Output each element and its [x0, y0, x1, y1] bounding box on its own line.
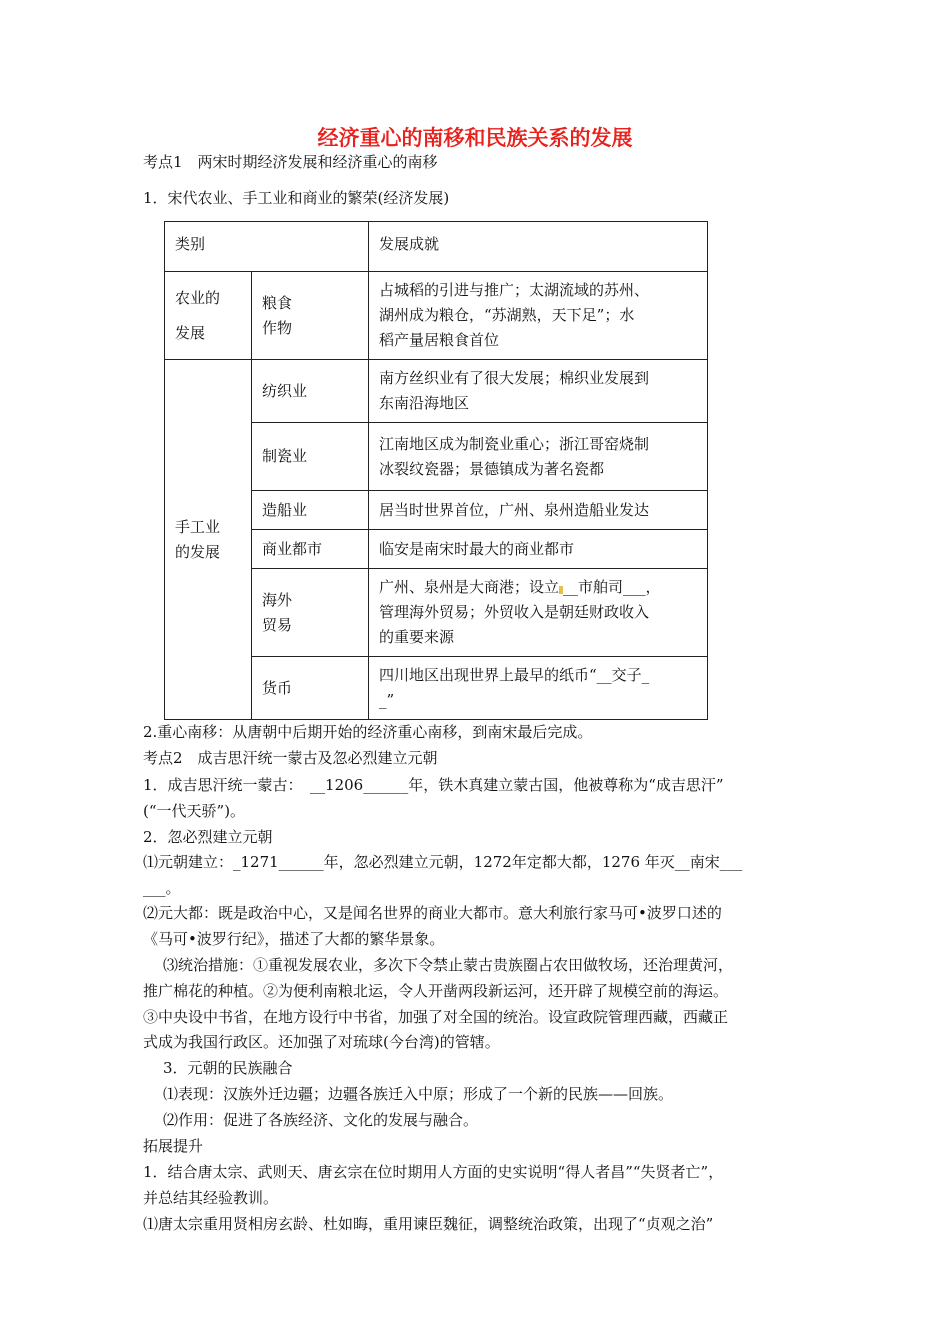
craft-desc-textile — [369, 360, 708, 423]
section1-heading: 考点1 两宋时期经济发展和经济重心的南移 — [143, 153, 438, 171]
section1-sub1: 1．宋代农业、手工业和商业的繁荣(经济发展) — [143, 189, 450, 207]
craft-desc-currency — [369, 657, 708, 720]
overseas-desc-line1a: 广州、泉州是大商港；设立 — [379, 578, 560, 596]
s2-p2c-line3: ③中央设中书省，在地方设行中书省，加强了对全国的统治。设宣政院管理西藏，西藏正 — [143, 1008, 729, 1026]
s2-p2c-line1: ⑶统治措施：①重视发展农业，多次下令禁止蒙古贵族圈占农田做牧场，还治理黄河， — [163, 956, 734, 974]
s2-p3a: ⑴表现：汉族外迁边疆；边疆各族迁入中原；形成了一个新的民族——回族。 — [163, 1085, 674, 1103]
agri-item-line2: 作物 — [262, 318, 293, 337]
table-header-row — [165, 222, 708, 272]
s2-p2: 2．忽必烈建立元朝 — [143, 828, 273, 846]
section3-heading: 拓展提升 — [143, 1137, 204, 1155]
agri-item-cell — [252, 272, 369, 360]
craft-item-shipbuilding: 造船业 — [252, 491, 369, 530]
table-row — [165, 272, 708, 360]
craft-item-textile: 纺织业 — [252, 360, 369, 423]
craft-desc-commerce: 临安是南宋时最大的商业都市 — [369, 530, 708, 569]
agri-desc-line1: 占城稻的引进与推广；太湖流域的苏州、 — [379, 281, 650, 299]
craft-item-porcelain: 制瓷业 — [252, 423, 369, 491]
porcelain-desc-line2: 冰裂纹瓷器；景德镇成为著名瓷都 — [379, 459, 605, 478]
craft-item-overseas — [252, 569, 369, 657]
craft-desc-overseas — [369, 569, 708, 657]
textile-desc-line1: 南方丝织业有了很大发展；棉织业发展到 — [379, 369, 650, 387]
porcelain-desc-line1: 江南地区成为制瓷业重心；浙江哥窑烧制 — [379, 434, 650, 453]
s3-q1-line2: 并总结其经验教训。 — [143, 1189, 279, 1207]
agri-item-line1: 粮食 — [262, 293, 293, 312]
s2-p2b-line1: ⑵元大都：既是政治中心，又是闻名世界的商业大都市。意大利旅行家马可•波罗口述的 — [143, 904, 722, 922]
craft-desc-shipbuilding: 居当时世界首位，广州、泉州造船业发达 — [369, 491, 708, 530]
agri-desc-line2: 湖州成为粮仓，“苏湖熟，天下足”；水 — [379, 306, 635, 324]
s2-p1-line1: 1．成吉思汗统一蒙古： __1206______年，铁木真建立蒙古国，他被尊称为“成吉思汗” — [143, 776, 724, 794]
header-category: 类别 — [165, 222, 369, 272]
development-table — [164, 221, 708, 720]
table-row — [165, 360, 708, 423]
overseas-item-line2: 贸易 — [262, 615, 293, 634]
craft-desc-porcelain — [369, 423, 708, 491]
page-title: 经济重心的南移和民族关系的发展 — [317, 126, 633, 150]
s2-p2a-line2: ___。 — [143, 879, 181, 897]
overseas-item-line1: 海外 — [262, 590, 293, 609]
s2-p2b-line2: 《马可•波罗行纪》，描述了大都的繁华景象。 — [143, 930, 445, 948]
s2-p3: 3．元朝的民族融合 — [163, 1059, 293, 1077]
s2-p1-line2: (“一代天骄”)。 — [143, 802, 246, 820]
overseas-desc-line1b: __市舶司___， — [563, 578, 661, 596]
textile-desc-line2: 东南沿海地区 — [379, 394, 470, 412]
currency-desc-line1: 四川地区出现世界上最早的纸币“__交子_ — [379, 666, 650, 684]
s2-p2a-line1: ⑴元朝建立：_1271______年，忽必烈建立元朝，1272年定都大都，1276 年灭__南宋___ — [143, 853, 743, 871]
section2-heading: 考点2 成吉思汗统一蒙古及忽必烈建立元朝 — [143, 749, 438, 767]
currency-desc-line2: _” — [379, 691, 395, 709]
agri-desc-line3: 稻产量居粮食首位 — [379, 331, 500, 349]
craft-item-commerce: 商业都市 — [252, 530, 369, 569]
overseas-desc-line3: 的重要来源 — [379, 628, 455, 646]
craft-cat-line2: 的发展 — [175, 542, 221, 561]
agri-cat-line2: 发展 — [175, 323, 206, 342]
agri-desc-cell — [369, 272, 708, 360]
craft-cat-line1: 手工业 — [175, 517, 221, 536]
s2-p3b: ⑵作用：促进了各族经济、文化的发展与融合。 — [163, 1111, 479, 1129]
s2-p2c-line2: 推广棉花的种植。②为便利南粮北运，令人开凿两段新运河，还开辟了规模空前的海运。 — [143, 982, 729, 1000]
section1-sub2: 2.重心南移：从唐朝中后期开始的经济重心南移，到南宋最后完成。 — [143, 723, 593, 741]
agri-cat-line1: 农业的 — [175, 288, 221, 307]
s3-q1a: ⑴唐太宗重用贤相房玄龄、杜如晦，重用谏臣魏征，调整统治政策，出现了“贞观之治” — [143, 1215, 714, 1233]
craft-category-cell — [165, 360, 252, 720]
craft-item-currency: 货币 — [252, 657, 369, 720]
s3-q1-line1: 1．结合唐太宗、武则天、唐玄宗在位时期用人方面的史实说明“得人者昌”“失贤者亡”， — [143, 1163, 724, 1181]
header-achievement: 发展成就 — [369, 222, 708, 272]
overseas-desc-line1 — [379, 575, 697, 600]
s2-p2c-line4: 式成为我国行政区。还加强了对琉球(今台湾)的管辖。 — [143, 1033, 500, 1051]
agri-category-cell — [165, 272, 252, 360]
overseas-desc-line2: 管理海外贸易；外贸收入是朝廷财政收入 — [379, 603, 650, 621]
